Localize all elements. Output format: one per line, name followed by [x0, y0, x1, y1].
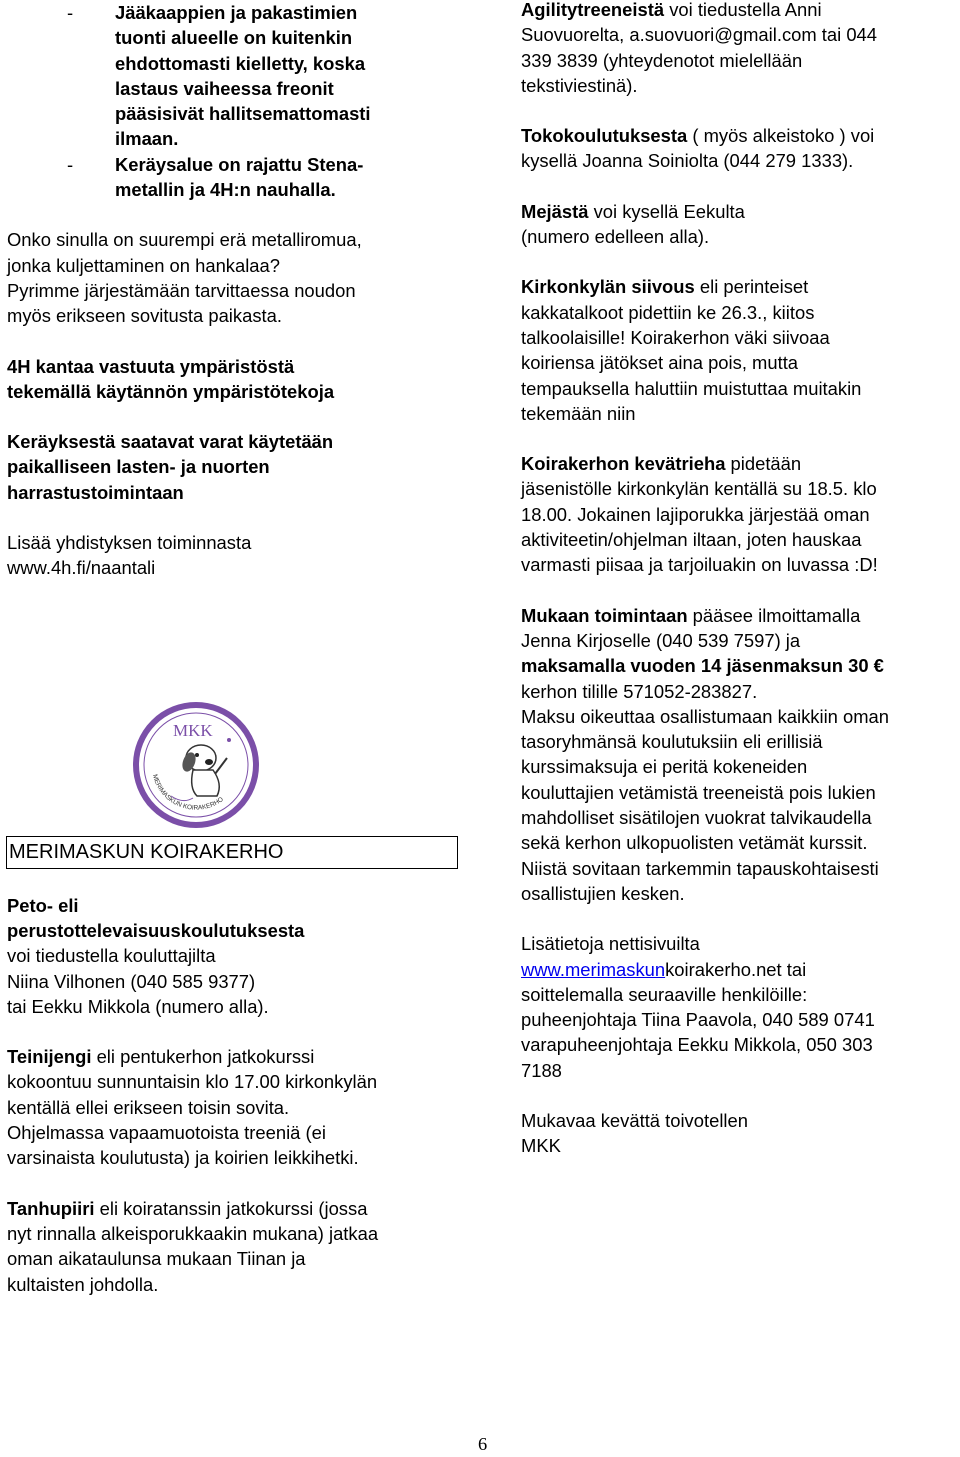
right-column	[521, 0, 960, 1159]
bullet-line: pääsisivät hallitsemattomasti	[115, 103, 371, 125]
logo-ring-text: MERIMASKUN KOIRAKERHO	[150, 773, 225, 812]
club-title-box	[6, 836, 458, 869]
page-number: 6	[478, 1434, 488, 1454]
club-title: MERIMASKUN KOIRAKERHO	[9, 840, 284, 863]
bullet-item	[7, 152, 462, 203]
bullet-line: metallin ja 4H:n nauhalla.	[115, 179, 336, 201]
siivous-paragraph: Kirkonkylän siivous eli perinteiset kakkatalkoot pidettiin ke 26.3., kiitos talkoolaisille! Koirakerhon väki siivoaa koiriensa jätökset aina pois, mutta tempauksella haluttiin muistuttaa muitakin tekemään niin	[521, 276, 862, 424]
bullet-line: ilmaan.	[115, 128, 179, 150]
logo-text: MKK	[173, 721, 213, 740]
funds-paragraph: Keräyksestä saatavat varat käytetään paikalliseen lasten- ja nuorten harrastustoimintaan	[7, 431, 334, 503]
more-info-paragraph: Lisää yhdistyksen toiminnasta www.4h.fi/naantali	[7, 532, 252, 579]
bullet-line: ehdottomasti kielletty, koska	[115, 52, 366, 74]
4h-link[interactable]: www.4h.fi/naantali	[7, 557, 156, 579]
toko-paragraph: Tokokoulutuksesta ( myös alkeistoko ) voi kysellä Joanna Soiniolta (044 279 1333).	[521, 125, 875, 172]
bullet-line: Keräysalue on rajattu Stena-	[115, 153, 364, 175]
scrap-paragraph: Onko sinulla on suurempi erä metalliromua, jonka kuljettaminen on hankalaa? Pyrimme järjestämään tarvittaessa noudon myös erikseen sovitusta paikasta.	[7, 229, 362, 327]
teinijengi-paragraph: Teinijengi eli pentukerhon jatkokurssi kokoontuu sunnuntaisin klo 17.00 kirkonkylän kentällä ellei erikseen toisin sovita. Ohjelmassa vapaamuotoista treeniä (ei varsinaista koulutusta) ja koirien leikkihetki.	[7, 1046, 378, 1169]
meja-paragraph: Mejästä voi kysellä Eekulta (numero edelleen alla).	[521, 200, 745, 248]
outro-paragraph: Mukavaa kevättä toivotellen MKK	[521, 1109, 748, 1157]
peto-paragraph: Peto- eli perustottelevaisuuskoulutuksesta voi tiedustella kouluttajilta Niina Vilhonen (040 585 9377) tai Eekku Mikkola (numero alla).	[7, 894, 305, 1017]
bullet-dash: -	[67, 2, 74, 23]
tanhupiiri-paragraph: Tanhupiiri eli koiratanssin jatkokurssi (jossa nyt rinnalla alkeisporukkaakin mukana) jatkaa oman aikataulunsa mukaan Tiinan ja kultaisten johdolla.	[7, 1197, 379, 1295]
bullet-dash: -	[67, 153, 74, 175]
bullet-line: Jääkaappien ja pakastimien	[115, 2, 358, 23]
lisatietoja-paragraph: Lisätietoja nettisivuilta www.merimaskunkoirakerho.net tai soittelemalla seuraaville henkilöille: puheenjohtaja Tiina Paavola, 040 589 0741 varapuheenjohtaja Eekku Mikkola, 050 303 7188	[521, 933, 875, 1081]
4h-paragraph: 4H kantaa vastuuta ympäristöstä tekemällä käytännön ympäristötekoja	[7, 355, 335, 402]
agility-paragraph: Agilitytreeneistä voi tiedustella Anni Suovuorelta, a.suovuori@gmail.com tai 044 339 3839 (yhteydenotot mielellään tekstiviestinä).	[521, 0, 878, 96]
bullet-line: lastaus vaiheessa freonit	[115, 77, 334, 99]
bullet-item	[7, 0, 462, 152]
bullet-line: tuonti alueelle on kuitenkin	[115, 27, 353, 49]
mkk-logo	[131, 700, 261, 830]
bullet-list	[7, 0, 462, 202]
dog-logo-icon	[131, 700, 261, 830]
kevatrieha-paragraph: Koirakerhon kevätrieha pidetään jäsenistölle kirkonkylän kentällä su 18.5. klo 18.00. Jokainen lajiporukka järjestää oman aktiviteetin/ohjelman iltaan, joten hauskaa varmasti piisaa ja tarjoiluakin on luvassa :D!	[521, 453, 878, 576]
mukaan-paragraph: Mukaan toimintaan pääsee ilmoittamalla Jenna Kirjoselle (040 539 7597) ja maksamalla vuoden 14 jäsenmaksun 30 € kerhon tilille 571052-283827. Maksu oikeuttaa osallistumaan kaikkiin oman tasoryhmänsä koulutuksiin eli erillisiä kurssimaksuja ei peritä kokeneiden kouluttajien vetämistä treeneistä pois lukien mahdolliset sisätilojen vuokrat talvikaudella sekä kerhon ulkopuolisten vetämät kurssit. Niistä sovitaan tarkemmin tapauskohtaisesti osallistujien kesken.	[521, 604, 889, 904]
club-website-link[interactable]: www.merimaskun	[521, 958, 666, 980]
left-column	[7, 0, 462, 1297]
